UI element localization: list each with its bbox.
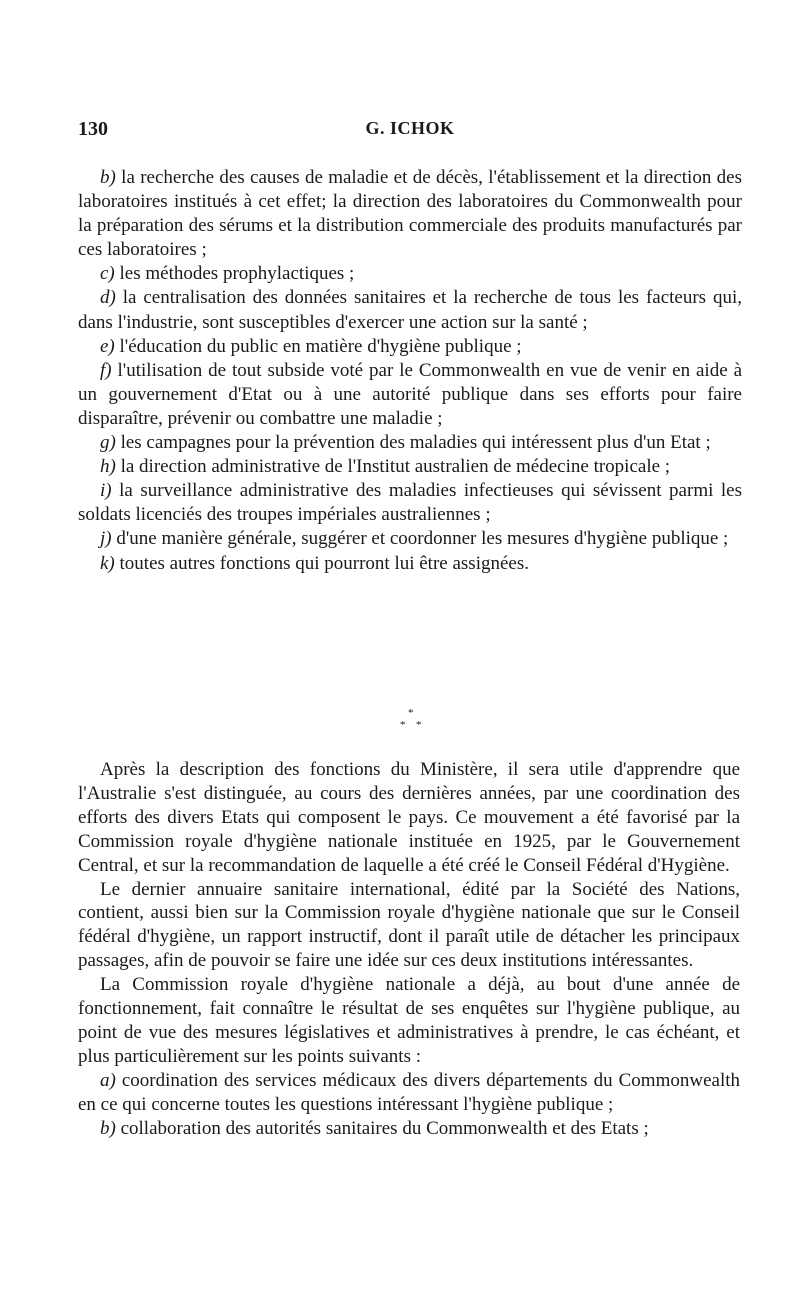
section-separator — [0, 708, 800, 738]
item-letter: h) — [100, 456, 116, 478]
list-item-k — [78, 552, 742, 576]
item-text: la direction administrative de l'Institut australien de médecine tropicale ; — [120, 456, 671, 478]
item-letter: e) — [100, 335, 115, 357]
item-text: l'éducation du public en matière d'hygiène publique ; — [119, 335, 522, 357]
item-letter: j) — [100, 528, 112, 550]
item-text: la centralisation des données sanitaires et la recherche de tous les facteurs qui, dans l'industrie, sont susceptibles d'exercer une action sur la santé ; — [78, 287, 743, 333]
item-letter: c) — [100, 263, 115, 285]
list-item-e — [78, 335, 742, 359]
asterism-star: * — [400, 719, 406, 731]
item-text: les campagnes pour la prévention des maladies qui intéressent plus d'un Etat ; — [120, 432, 711, 454]
paragraph: Le dernier annuaire sanitaire international, édité par la Société des Nations, contient, aussi bien sur la Commission royale d'hygiène nationale que sur le Conseil fédéral d'hygiène, un rapport instructif, dont il paraît utile de détacher les principaux passages, afin de pouvoir se faire une idée sur ces deux institutions intéressantes. — [78, 878, 740, 972]
list-item-b — [78, 166, 742, 262]
item-letter: i) — [100, 480, 112, 502]
item-text: d'une manière générale, suggérer et coordonner les mesures d'hygiène publique ; — [116, 528, 729, 550]
list-item-d — [78, 286, 742, 334]
functions-list — [78, 166, 742, 576]
list-item-j — [78, 527, 742, 551]
item-text: la recherche des causes de maladie et de décès, l'établissement et la direction des laboratoires institués à cet effet; la direction des laboratoires du Commonwealth pour la préparation des sérums et la distribution commerciale des produits manufacturés par ces laboratoires ; — [78, 167, 742, 261]
asterism-star: * — [416, 719, 422, 731]
item-letter: k) — [100, 552, 115, 574]
paragraph: Après la description des fonctions du Ministère, il sera utile d'apprendre que l'Australie s'est distinguée, au cours des dernières années, par une coordination des efforts des divers Etats qui composent le pays. Ce mouvement a été favorisé par la Commission royale d'hygiène nationale instituée en 1925, par le Gouvernement Central, et sur la recommandation de laquelle a été créé le Conseil Fédéral d'Hygiène. — [78, 759, 740, 876]
paragraph: La Commission royale d'hygiène nationale a déjà, au bout d'une année de fonctionnement, fait connaître le résultat de ses enquêtes sur l'hygiène publique, au point de vue des mesures législatives et administratives à prendre, le cas échéant, et plus particulièrement sur les points suivants : — [78, 974, 740, 1067]
item-text: toutes autres fonctions qui pourront lui être assignées. — [119, 552, 529, 574]
list-item-b — [78, 1117, 740, 1141]
list-item-h — [78, 455, 742, 479]
list-item-a — [78, 1069, 740, 1117]
page-number: 130 — [78, 118, 108, 140]
item-text: l'utilisation de tout subside voté par le Commonwealth en vue de venir en aide à un gouvernement d'Etat ou à une autorité publique dans ses efforts pour faire disparaître, prévenir ou combattre une maladie ; — [78, 359, 742, 429]
item-text: la surveillance administrative des maladies infectieuses qui sévissent parmi les soldats licenciés des troupes impériales australiennes ; — [78, 480, 743, 526]
item-letter: a) — [100, 1069, 116, 1091]
item-letter: g) — [100, 432, 116, 454]
list-item-g — [78, 431, 742, 455]
item-text: coordination des services médicaux des divers départements du Commonwealth en ce qui concerne toutes les questions intéressant l'hygiène publique ; — [78, 1069, 740, 1115]
list-item-f — [78, 359, 742, 431]
page-header — [78, 118, 742, 144]
item-letter: d) — [100, 287, 116, 309]
asterism-star: * — [408, 707, 414, 719]
list-item-c — [78, 262, 742, 286]
running-head: G. ICHOK — [365, 118, 455, 138]
item-text: collaboration des autorités sanitaires du Commonwealth et des Etats ; — [120, 1117, 649, 1139]
item-letter: b) — [100, 167, 116, 188]
item-letter: f) — [100, 359, 112, 381]
list-item-i — [78, 479, 742, 527]
commission-section — [78, 758, 740, 1141]
item-letter: b) — [100, 1117, 116, 1139]
item-text: les méthodes prophylactiques ; — [119, 263, 355, 285]
